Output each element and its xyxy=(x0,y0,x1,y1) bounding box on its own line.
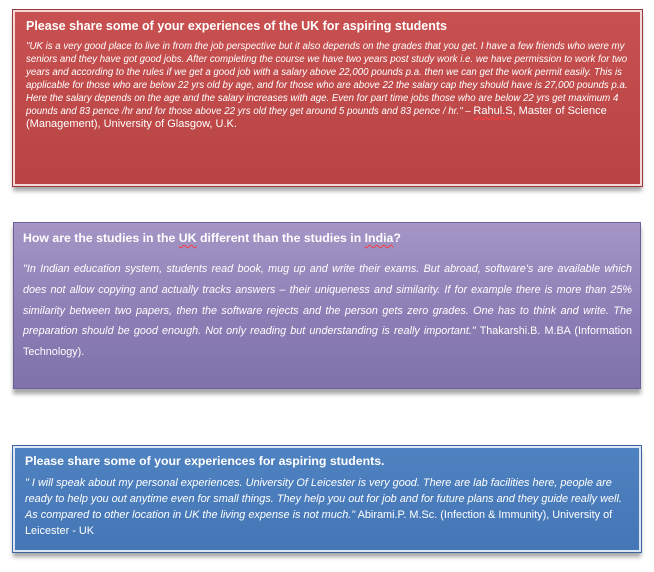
card-title: Please share some of your experiences of the UK for aspiring students xyxy=(26,19,447,33)
title-india: India xyxy=(364,231,394,245)
student-credit: Thakarshi.B. M.BA (Information Technology). xyxy=(23,325,633,359)
experience-card-students xyxy=(13,446,641,552)
testimonial-quote: "In Indian education system, students read book, mug up and write their exams. But abroad, software's are available which does not allow copying and actually tracks answers – their uniqueness and similarity. If for example there is more than 25% similarity between two papers, then the software rejects and the person gets zero grades. One has to think and write. The preparation should be good enough. Not only reading but understanding is really important." xyxy=(23,263,632,338)
title-uk: UK xyxy=(178,231,197,245)
title-suffix: ? xyxy=(393,231,401,245)
testimonial-body xyxy=(26,40,630,131)
title-prefix: How are the studies in the xyxy=(23,231,179,245)
testimonial-body xyxy=(23,259,632,363)
card-title xyxy=(23,230,632,246)
title-mid: different than the studies in xyxy=(196,231,365,245)
card-title: Please share some of your experiences for aspiring students. xyxy=(25,454,385,468)
student-credit: , Master of Science (Management), University of Glasgow, U.K. xyxy=(26,105,607,130)
studies-comparison-card xyxy=(13,222,641,389)
testimonial-quote: " I will speak about my personal experiences. University Of Leicester is very good. There are lab facilities here, people are ready to help you out anytime even for small things. They help you out for job and for future plans and they guide really well. As compared to other location in UK the living expense is not much." xyxy=(25,477,622,521)
testimonial-body xyxy=(25,475,629,539)
testimonial-quote: "UK is a very good place to live in from the job perspective but it also depends on the grades that you get. I have a few friends who were my seniors and they have got good jobs. After completing the course we have two years post study work i.e. we have permission to work for two years and according to the rules if we get a good job with a salary above 22,000 pounds p.a. then we can get the work permit easily. This is applicable for those who are below 22 yrs old by age, and for those who are above 22 the salary cap they should have is 27,000 pounds p.a. Here the salary depends on the age and the salary increases with age. Even for part time jobs those who are below 22 yrs get maximum 4 pounds and 83 pence /hr and for those above 22 yrs old they get around 5 pounds and 83 pence / hr." – xyxy=(26,41,628,117)
experience-card-uk xyxy=(13,10,642,186)
student-name: Rahul.S xyxy=(473,105,513,117)
student-credit: Abirami.P. M.Sc. (Infection & Immunity), University of Leicester - UK xyxy=(25,509,613,537)
